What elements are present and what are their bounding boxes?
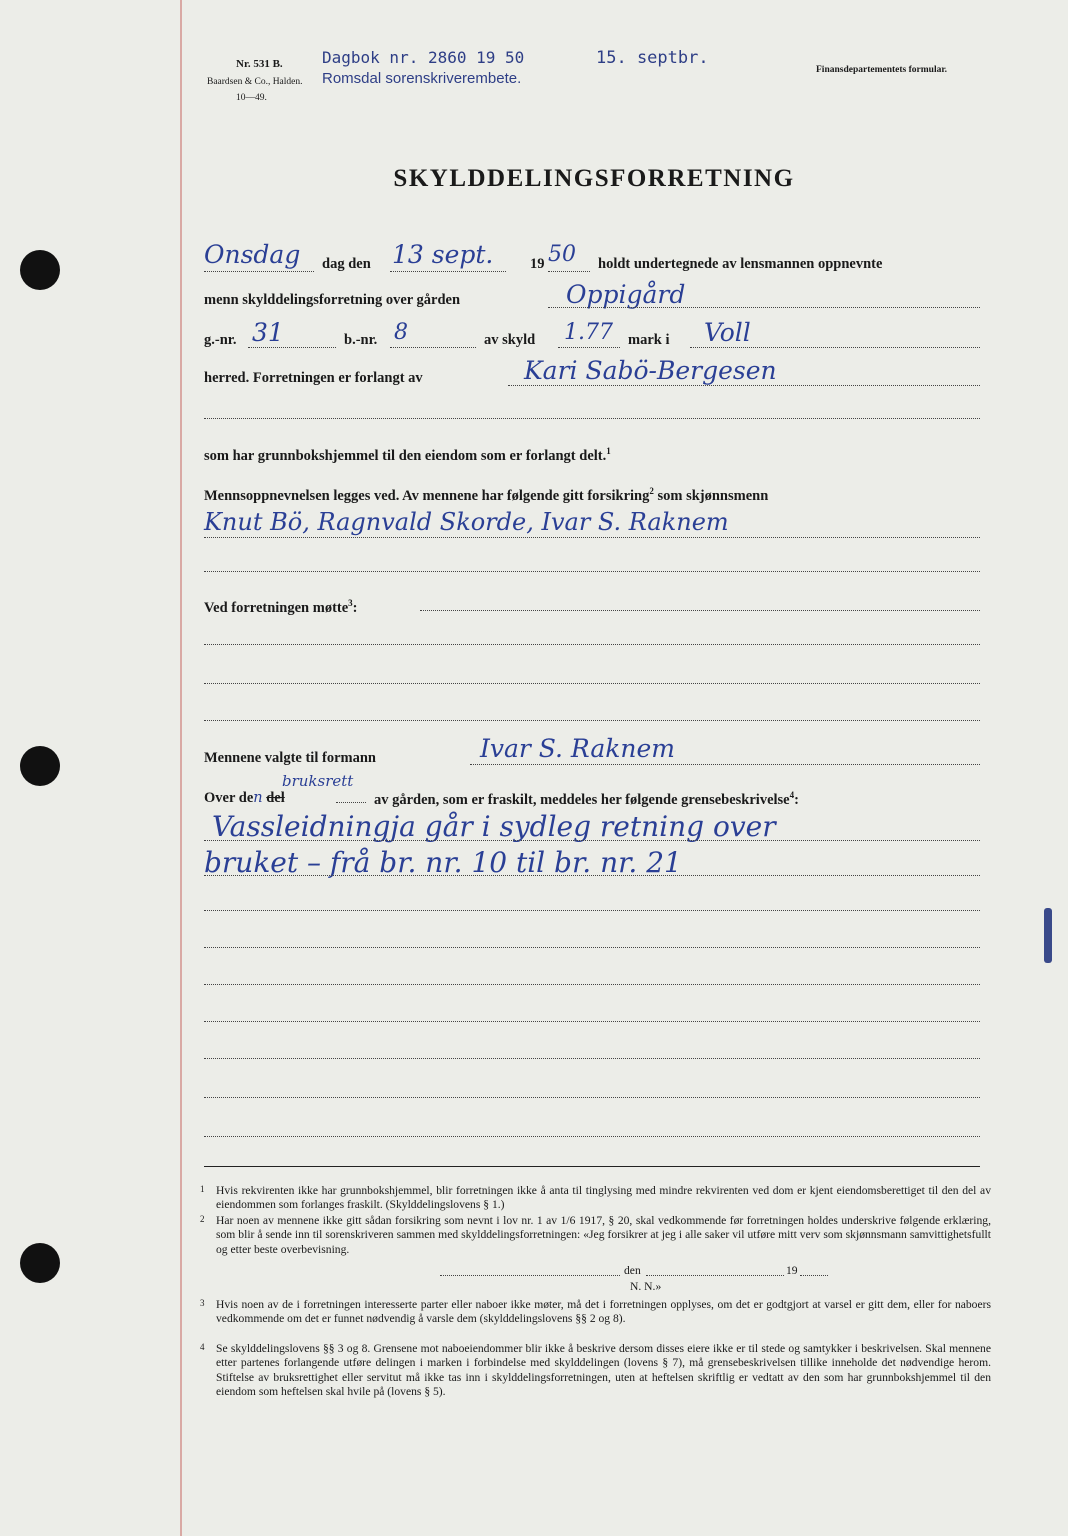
label-formann: Mennene valgte til formann	[204, 750, 376, 766]
fill-line	[204, 418, 980, 419]
footnote-rule	[204, 1166, 980, 1167]
label-forsikring: Mennsoppnevnelsen legges ved. Av mennene har følgende gitt forsikring$^2$ som skjønnsmenn	[204, 486, 769, 504]
footnote-2-nn: N. N.»	[630, 1280, 662, 1293]
label-skyld: av skyld	[484, 332, 536, 348]
fill-line	[390, 271, 506, 272]
label-gaarden: menn skylddelingsforretning over gården	[204, 292, 461, 308]
label-gnr: g.-nr.	[204, 332, 237, 348]
bnr-field: 8	[394, 320, 408, 345]
label-grensebeskrivelse: av gården, som er fraskilt, meddeles her følgende grensebeskrivelse$^4$:	[374, 790, 799, 808]
fill-line	[204, 1136, 980, 1137]
fill-line	[420, 610, 980, 611]
fill-line	[390, 347, 476, 348]
footnote-number: 2	[200, 1214, 205, 1224]
footnote-number: 4	[200, 1342, 205, 1352]
footnote-2-den: den	[624, 1264, 641, 1277]
fill-line	[204, 910, 980, 911]
footnote-2-year: 19	[786, 1264, 798, 1277]
fill-line	[440, 1275, 620, 1276]
fill-line	[204, 840, 980, 841]
requester-field: Kari Sabö-Bergesen	[524, 356, 777, 385]
label-bnr: b.-nr.	[344, 332, 378, 348]
boundary-desc-line1: Vassleidningja går i sydleg retning over	[212, 810, 776, 843]
gnr-field: 31	[252, 318, 284, 347]
fill-line	[800, 1275, 828, 1276]
fill-line	[204, 984, 980, 985]
fill-line	[646, 1275, 784, 1276]
document-title: SKYLDDELINGSFORRETNING	[393, 165, 795, 192]
footnote-number: 1	[200, 1184, 205, 1194]
fill-line	[470, 764, 980, 765]
fill-line	[248, 347, 336, 348]
label-grense: Over den del	[204, 790, 285, 806]
fill-line	[690, 347, 980, 348]
date-stamp: 15. septbr.	[596, 48, 709, 68]
fill-line	[204, 947, 980, 948]
punch-hole	[20, 250, 60, 290]
fill-line	[204, 1097, 980, 1098]
weekday-field: Onsdag	[204, 240, 301, 269]
fill-line	[204, 683, 980, 684]
fill-line	[548, 271, 590, 272]
punch-hole	[20, 1243, 60, 1283]
fill-line	[204, 720, 980, 721]
footnote-1: Hvis rekvirenten ikke har grunnbokshjemmel, blir forretningen ikke å anta til tinglysing med mindre rekvirenten ved dom er kjent eiendomsberettiget til den del av eiendommen som forlanges fraskilt. (Skylddelingslovens § 1.)	[216, 1184, 991, 1212]
bruksrett-insert: bruksrett	[282, 772, 354, 790]
farm-name-field: Oppigård	[566, 280, 686, 309]
printer-name: Baardsen & Co., Halden.	[207, 77, 303, 87]
footnote-4: Se skylddelingslovens §§ 3 og 8. Grensene mot naboeiendommer blir ikke å beskrive dersom disses eiere ikke er til stede og samtykker i beskrivelsen. Skal mennene etter partenes forlangende utføre delingen i marken i forbindelse med skylddelingen (lovens § 7), må grensebeskrivelsen tillike inneholde det nødvendige herom. Stiftelse av bruksrettighet eller servitut må ikke tas inn i skylddelingsforretningen, uten at heftelsen skriftlig er vedtatt av den som har grunnbokshjemmel til den eiendom som heftelsen skal hvile på (lovens § 5).	[216, 1342, 991, 1398]
fill-line	[204, 1021, 980, 1022]
fill-line	[204, 571, 980, 572]
label-motte: Ved forretningen møtte$^3$:	[204, 598, 358, 616]
footnote-3: Hvis noen av de i forretningen interesserte parter eller naboer ikke møter, må det i forretningen opplyses, om det er godtgjort at varsel er gitt dem, eller for naboers vedkommende om det er funnet nødvendig å varsle dem (skylddelingslovens §§ 2 og 8).	[216, 1298, 991, 1326]
label-dag-den: dag den	[322, 256, 371, 272]
fill-line	[204, 537, 980, 538]
ministry-label: Finansdepartementets formular.	[816, 65, 948, 75]
label-mark: mark i	[628, 332, 670, 348]
skyld-field: 1.77	[564, 320, 613, 345]
chairman-field: Ivar S. Raknem	[480, 734, 675, 763]
fill-line	[508, 385, 980, 386]
municipality-field: Voll	[704, 318, 751, 347]
label-forlangt: herred. Forretningen er forlangt av	[204, 370, 423, 386]
year-field: 50	[548, 242, 576, 267]
print-date: 10—49.	[236, 93, 267, 103]
boundary-desc-line2: bruket – frå br. nr. 10 til br. nr. 21	[204, 846, 682, 879]
year-prefix: 19	[530, 256, 545, 272]
label-holdt: holdt undertegnede av lensmannen oppnevnte	[598, 256, 883, 272]
punch-hole	[20, 746, 60, 786]
fill-line	[558, 347, 620, 348]
footnote-2: Har noen av mennene ikke gitt sådan forsikring som nevnt i lov nr. 1 av 1/6 1917, § 20, skal vedkommende før forretningen holdes underskrive følgende erklæring, som blir å sende inn til sorenskriveren sammen med skylddelingsforretningen: «Jeg forsikrer at jeg i alle saker vil utføre mitt verv som skjønnsmann samvittighetsfullt og etter beste overbevisning.	[216, 1214, 991, 1256]
page-tab	[1044, 908, 1052, 963]
diary-stamp: Dagbok nr. 2860 19 50	[322, 48, 525, 67]
footnote-number: 3	[200, 1298, 205, 1308]
fill-line	[204, 644, 980, 645]
date-field: 13 sept.	[392, 240, 494, 269]
form-number: Nr. 531 B.	[236, 58, 283, 70]
fill-line	[204, 271, 314, 272]
label-grunnbok: som har grunnbokshjemmel til den eiendom som er forlangt delt.$^1$	[204, 446, 611, 464]
fill-line	[336, 802, 366, 803]
fill-line	[204, 1058, 980, 1059]
fill-line	[548, 307, 980, 308]
appraisers-field: Knut Bö, Ragnvald Skorde, Ivar S. Raknem	[204, 508, 729, 536]
margin-line	[180, 0, 182, 1536]
fill-line	[204, 875, 980, 876]
office-stamp: Romsdal sorenskriverembete.	[322, 70, 522, 87]
